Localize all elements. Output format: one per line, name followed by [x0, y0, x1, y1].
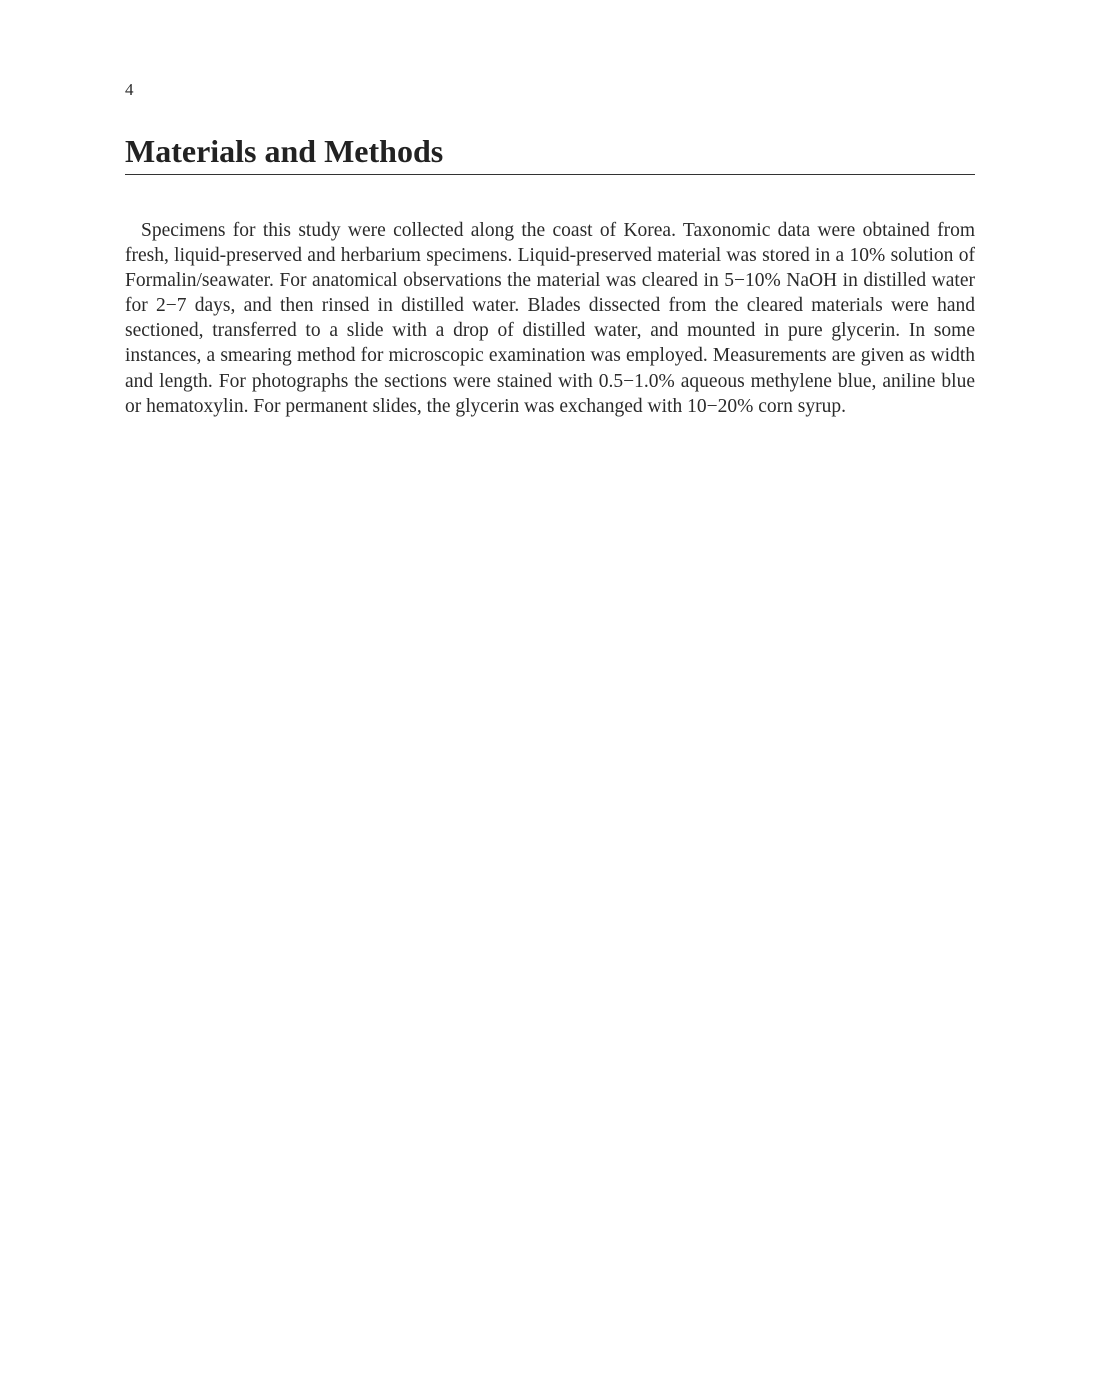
body-paragraph: Specimens for this study were collected along the coast of Korea. Taxonomic data were obtained from fresh, liquid-preserved and herbarium specimens. Liquid-preserved material was stored in a 10% solution of Formalin/seawater. For anatomical observations the material was cleared in 5−10% NaOH in distilled water for 2−7 days, and then rinsed in distilled water. Blades dissected from the cleared materials were hand sectioned, transferred to a slide with a drop of distilled water, and mounted in pure glycerin. In some instances, a smearing method for microscopic examination was employed. Measurements are given as width and length. For photographs the sections were stained with 0.5−1.0% aqueous methylene blue, aniline blue or hematoxylin. For permanent slides, the glycerin was exchanged with 10−20% corn syrup.: [125, 220, 975, 417]
section-heading: Materials and Methods: [125, 132, 975, 175]
page-number: 4: [125, 80, 134, 99]
